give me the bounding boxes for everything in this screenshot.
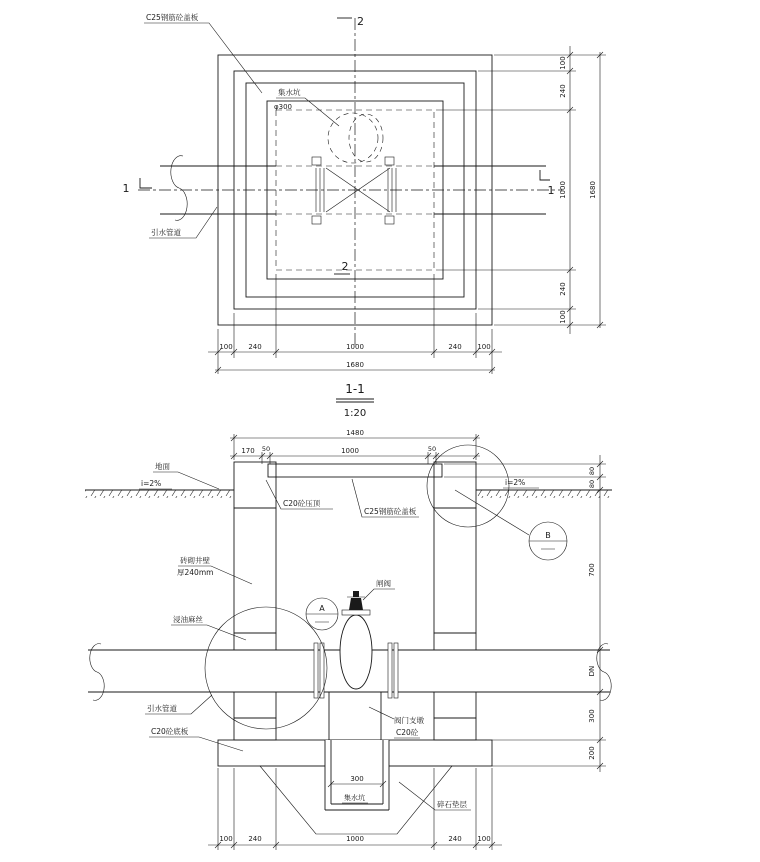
plan-section-marks: [123, 15, 555, 274]
plan-valve: [312, 157, 396, 224]
dim-text: 170: [241, 447, 255, 455]
dim-text: 50: [427, 445, 437, 453]
witness-lines: [444, 464, 606, 766]
oakum-seal-right-top: [434, 633, 476, 650]
valve-support-pier: [329, 692, 381, 740]
earth-hatch-left: [85, 490, 234, 498]
dim-text: 100: [219, 835, 233, 843]
valve-stem: [349, 598, 363, 610]
valve-pier-label-2: C20砼: [396, 728, 419, 737]
slope-left-label: i=2%: [141, 479, 162, 488]
bottom-slab-leader: [149, 737, 243, 751]
section-ground: [85, 490, 612, 498]
inlet-pipe-label: 引水管道: [147, 704, 177, 713]
dim-total-text: 1680: [589, 181, 597, 199]
capping-label: C20砼压顶: [283, 499, 321, 508]
dim-text: 1000: [346, 835, 364, 843]
plan-inlet-pipe-label: 引水管道: [151, 228, 181, 237]
oakum-seal-right-bottom: [434, 692, 476, 718]
flange-lug: [312, 157, 321, 165]
dim-text: 100: [477, 835, 491, 843]
detail-a-letter: A: [319, 604, 325, 613]
dim-text: 100: [477, 343, 491, 351]
brick-wall-left: [234, 508, 276, 633]
dim-text: 100: [559, 56, 567, 70]
dim-text: 240: [248, 343, 262, 351]
dim-text: 100: [219, 343, 233, 351]
cover-slab-label: C25钢筋砼盖板: [364, 507, 417, 516]
plan-title-block: [336, 382, 374, 419]
gate-valve-label: 闸阀: [376, 579, 391, 588]
sump-width-dim: 300: [350, 775, 364, 783]
dim-text: 240: [559, 282, 567, 296]
pipe-flange: [320, 643, 324, 698]
valve-bonnet-flange: [342, 610, 370, 615]
flange-lug: [385, 216, 394, 224]
capping-left: [234, 462, 276, 508]
dim-text: 50: [261, 445, 271, 453]
brick-wall-label-2: 厚240mm: [177, 568, 214, 577]
section-dim-top: [230, 429, 480, 464]
dim-text: 240: [248, 835, 262, 843]
dim-text: 240: [448, 343, 462, 351]
plan-leader-labels: [144, 12, 339, 238]
view-scale: 1:20: [343, 408, 367, 419]
oakum-seal-left-bottom: [234, 692, 276, 718]
detail-a-boundary: [205, 607, 327, 729]
section2-mark-top: 2: [357, 15, 364, 28]
plan-view: [123, 12, 607, 419]
section1-bracket-left: [140, 178, 152, 188]
dim-text: 1000: [559, 181, 567, 199]
flange-lug: [312, 216, 321, 224]
dim-text: 200: [588, 746, 596, 760]
section-dim-right: [444, 455, 606, 772]
section-cover-slab: [268, 464, 442, 477]
plan-dim-bottom: [208, 274, 502, 374]
capping-right: [434, 462, 476, 508]
dim-total-text: 1680: [346, 361, 364, 369]
section-sump: [325, 740, 389, 812]
wall-base-right: [434, 718, 476, 740]
pipe-flange: [394, 643, 398, 698]
dim-text: 300: [588, 709, 596, 723]
oakum-leader: [171, 625, 246, 640]
plan-sump-dia-label: φ300: [274, 103, 292, 111]
oakum-seal-left-top: [234, 633, 276, 650]
witness-lines: [218, 274, 492, 374]
oakum-label: 浸油麻丝: [173, 615, 203, 624]
dim-text: 80: [588, 466, 596, 476]
sump-pit-circle: [328, 113, 378, 163]
section2-mark-bottom: 2: [341, 260, 349, 273]
section1-bracket-right: [540, 170, 550, 180]
earth-hatch-right: [476, 490, 612, 498]
sump-label: 集水坑: [344, 794, 365, 802]
slope-right-label: i=2%: [505, 478, 526, 487]
dim-text: 240: [559, 84, 567, 98]
section-valve: [340, 591, 372, 689]
dim-text: DN: [588, 665, 596, 677]
pipe-flange: [314, 643, 318, 698]
plan-sump-label: 集水坑: [278, 88, 301, 97]
bottom-slab-label: C20砼底板: [151, 727, 189, 736]
ground-leader: [153, 472, 219, 489]
dim-text: 240: [448, 835, 462, 843]
brick-wall-label-1: 砖砌井壁: [180, 556, 210, 565]
view-title: 1-1: [345, 382, 365, 396]
dim-text: 700: [588, 563, 596, 577]
section1-mark-right: 1: [547, 184, 555, 197]
pipe-flange: [388, 643, 392, 698]
detail-b-letter: B: [545, 531, 551, 540]
gate-valve-body: [340, 615, 372, 689]
gate-valve-leader: [363, 589, 395, 600]
plan-sump-circle: [328, 113, 383, 163]
dim-text: 1000: [341, 447, 359, 455]
plan-cover-slab-label: C25钢筋砼盖板: [146, 13, 199, 22]
ground-label: 地面: [155, 462, 170, 471]
dim-text: 100: [559, 310, 567, 324]
gravel-bed-label: 碎石垫层: [437, 800, 467, 809]
title-underline: [336, 399, 374, 402]
detail-b-boundary: [427, 445, 509, 527]
section1-mark-left: 1: [122, 182, 130, 195]
dim-text: 1000: [346, 343, 364, 351]
plan-cover-slab-leader: [144, 23, 262, 93]
dim-text: 80: [588, 479, 596, 489]
dim-total-text: 1480: [346, 429, 364, 437]
pipe-break-symbol: [171, 156, 187, 221]
section-view: [85, 429, 612, 850]
valve-pier-label-1: 阀门支墩: [394, 716, 424, 725]
flange-lug: [385, 157, 394, 165]
valve-stem-nut: [353, 591, 359, 597]
